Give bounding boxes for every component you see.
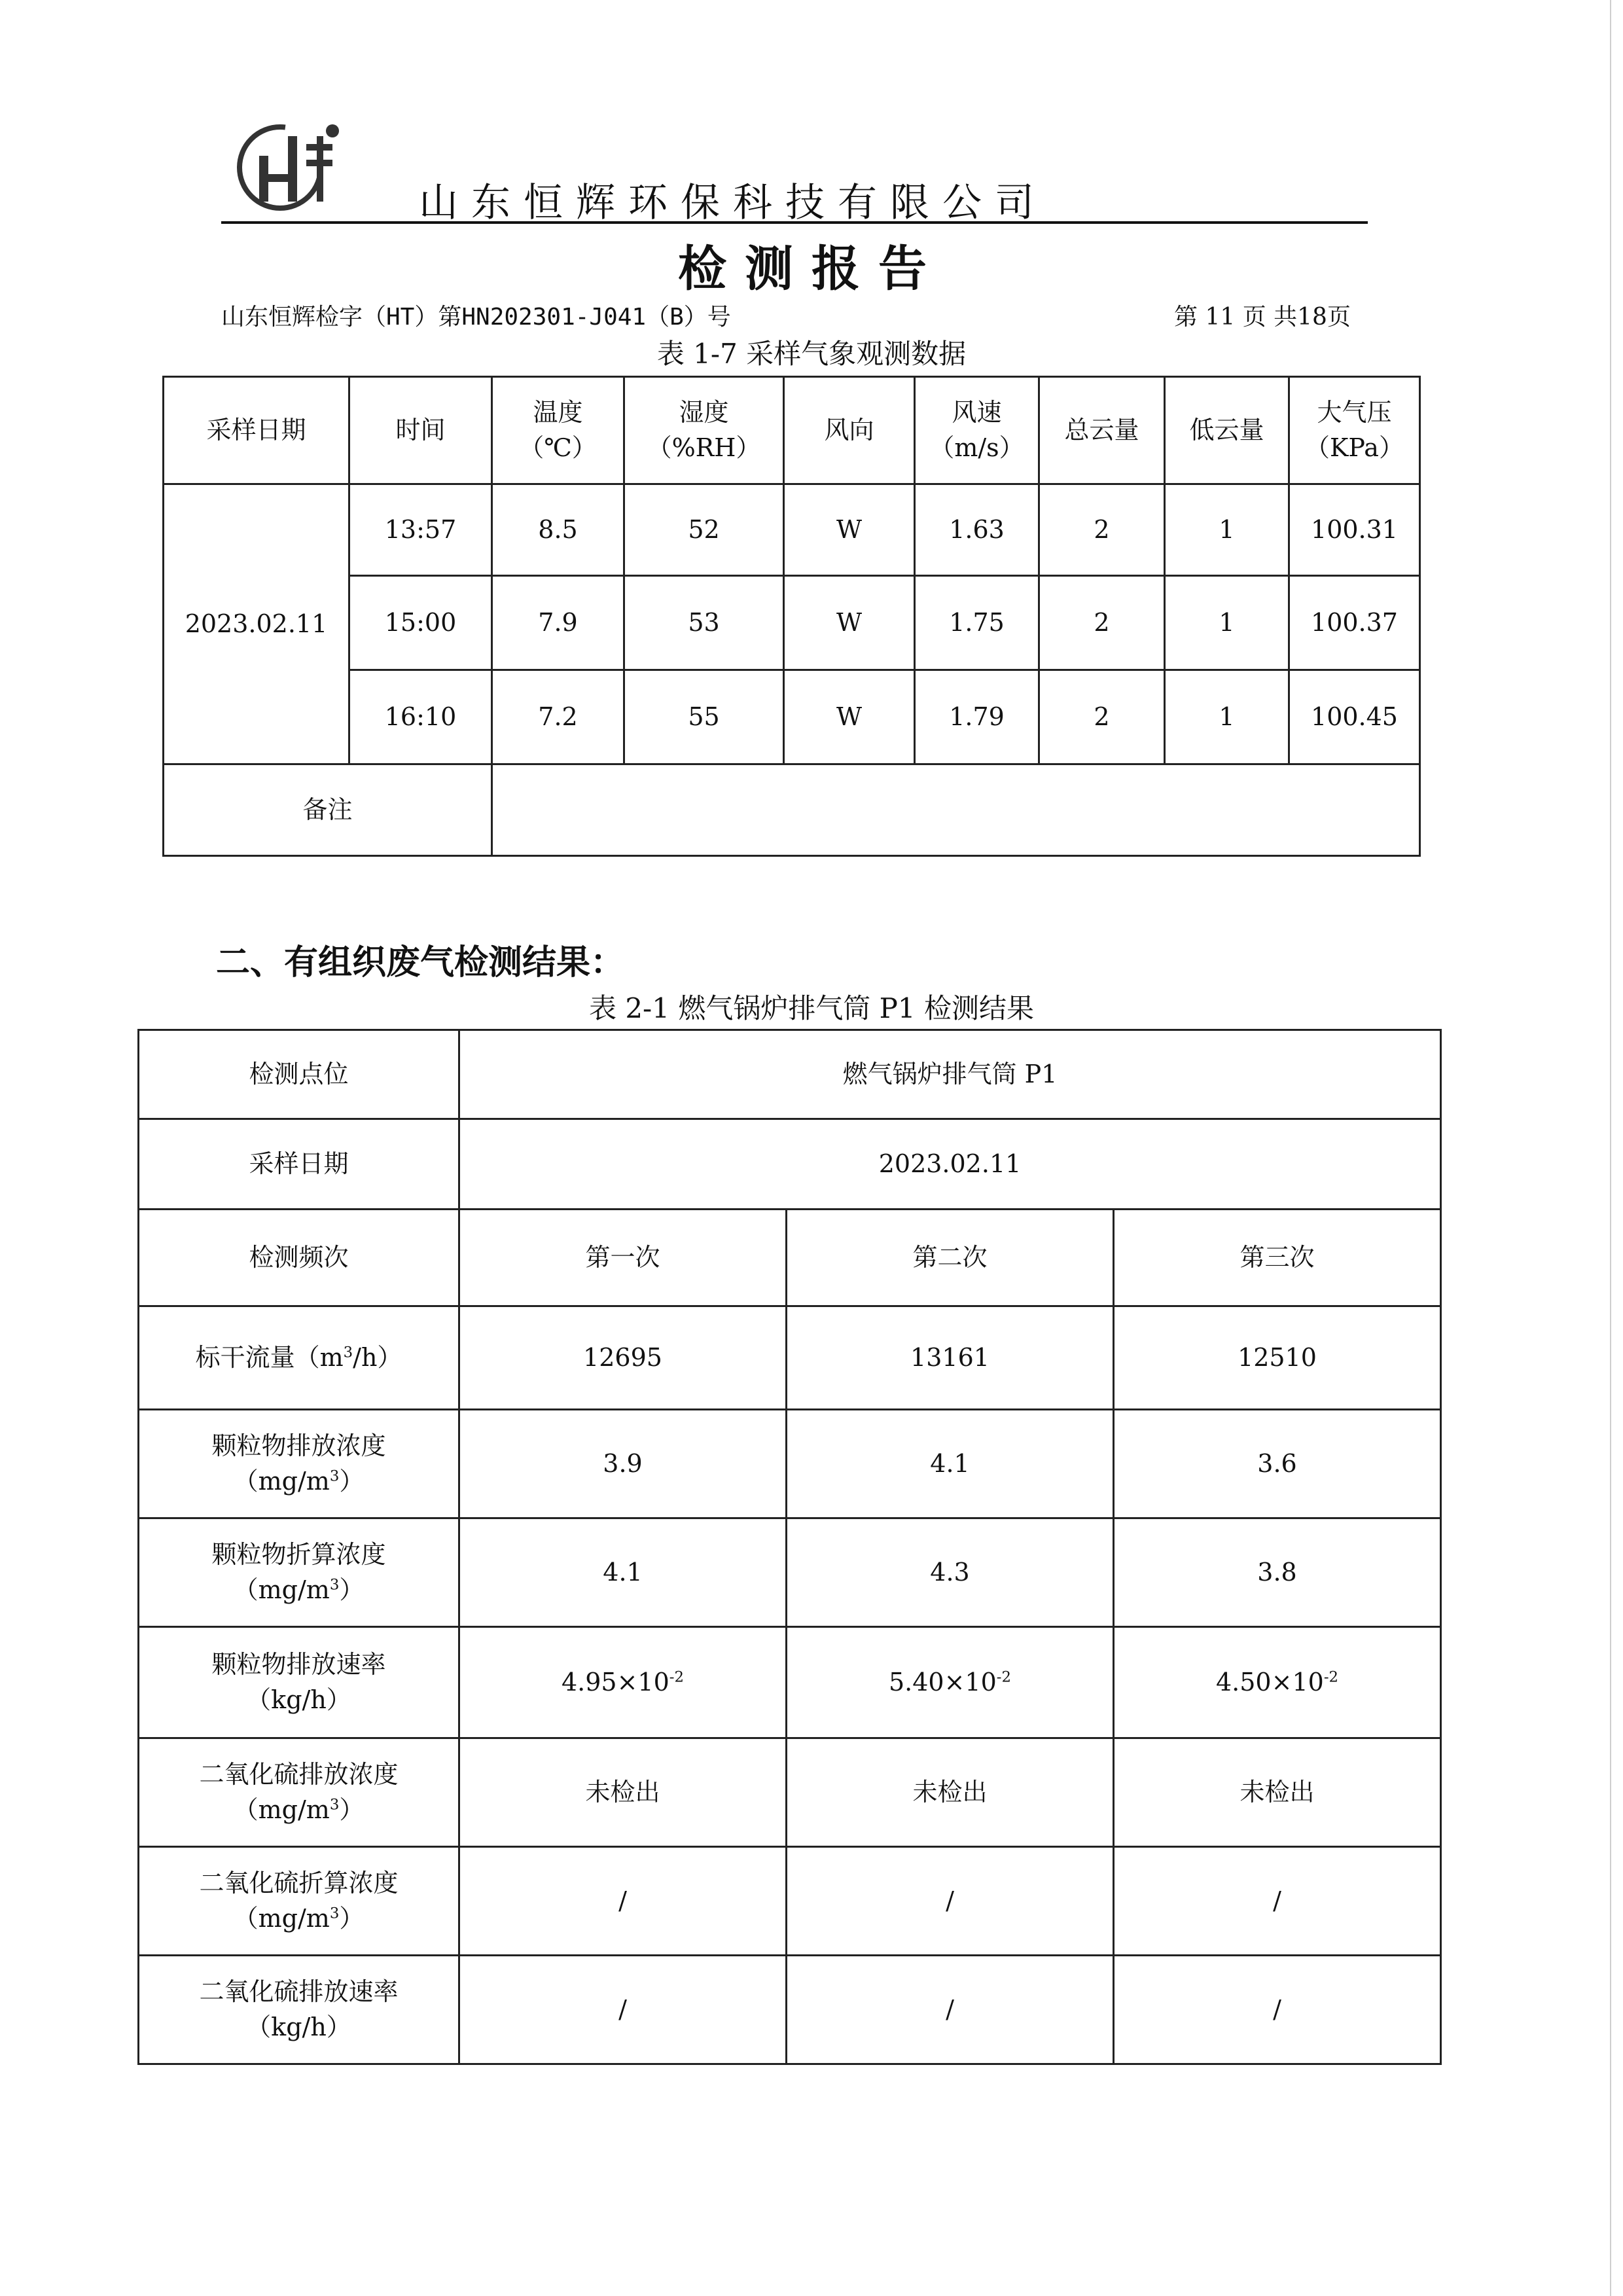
date-label: 采样日期 bbox=[139, 1119, 459, 1210]
cell: / bbox=[1114, 1847, 1441, 1956]
header-date: 采样日期 bbox=[164, 377, 349, 484]
page-number: 第 11 页 共18页 bbox=[1174, 304, 1351, 331]
cell: $4.95\times 10^{-2}$ bbox=[459, 1627, 787, 1738]
cell: $4.50\times 10^{-2}$ bbox=[1114, 1627, 1441, 1738]
cell: 100.31 bbox=[1289, 484, 1420, 576]
emission-table bbox=[137, 1029, 1442, 2065]
freq-3: 第三次 bbox=[1114, 1210, 1441, 1306]
cell: 未检出 bbox=[787, 1738, 1114, 1847]
company-name: 山东恒辉环保科技有限公司 bbox=[419, 180, 1047, 226]
cell: 3.8 bbox=[1114, 1518, 1441, 1627]
freq-label: 检测频次 bbox=[139, 1210, 459, 1306]
remark-label: 备注 bbox=[164, 764, 492, 856]
table-row bbox=[139, 1627, 1441, 1738]
row-label: 颗粒物排放浓度 $(mg/m^3)$ bbox=[139, 1410, 459, 1518]
table-row bbox=[139, 1518, 1441, 1627]
cell: 55 bbox=[624, 670, 784, 764]
cell: 7.9 bbox=[492, 576, 624, 670]
row-label: 二氧化硫排放浓度 $(mg/m^3)$ bbox=[139, 1738, 459, 1847]
cell: 13:57 bbox=[349, 484, 492, 576]
weather-table bbox=[162, 376, 1421, 857]
table1-caption: 表 1-7 采样气象观测数据 bbox=[656, 338, 967, 370]
table-row bbox=[139, 1956, 1441, 2064]
cell: 16:10 bbox=[349, 670, 492, 764]
cell: 100.37 bbox=[1289, 576, 1420, 670]
table-row bbox=[139, 1410, 1441, 1518]
cell: W bbox=[784, 670, 915, 764]
company-logo-icon bbox=[234, 117, 346, 215]
cell: 1.75 bbox=[915, 576, 1039, 670]
cell: 53 bbox=[624, 576, 784, 670]
table-row bbox=[139, 1030, 1441, 1119]
cell: 未检出 bbox=[1114, 1738, 1441, 1847]
table-row bbox=[139, 1210, 1441, 1306]
table-row bbox=[139, 1306, 1441, 1410]
cell: 1.63 bbox=[915, 484, 1039, 576]
cell: 12695 bbox=[459, 1306, 787, 1410]
cell: / bbox=[787, 1956, 1114, 2064]
cell: 1.79 bbox=[915, 670, 1039, 764]
freq-1: 第一次 bbox=[459, 1210, 787, 1306]
table-row bbox=[164, 670, 1420, 764]
cell: 52 bbox=[624, 484, 784, 576]
cell: 12510 bbox=[1114, 1306, 1441, 1410]
cell: / bbox=[459, 1847, 787, 1956]
cell: 2 bbox=[1039, 484, 1165, 576]
cell: / bbox=[787, 1847, 1114, 1956]
point-value: 燃气锅炉排气筒 P1 bbox=[459, 1030, 1441, 1119]
table-row bbox=[164, 576, 1420, 670]
table-row bbox=[139, 1847, 1441, 1956]
header-temp: 温度 （℃） bbox=[492, 377, 624, 484]
table-row bbox=[139, 1119, 1441, 1210]
cell: 15:00 bbox=[349, 576, 492, 670]
row-label: 颗粒物折算浓度 $(mg/m^3)$ bbox=[139, 1518, 459, 1627]
cell: 8.5 bbox=[492, 484, 624, 576]
cell: 1 bbox=[1165, 576, 1289, 670]
report-number: 山东恒辉检字（HT）第HN202301-J041（B）号 bbox=[221, 304, 731, 331]
cell: 1 bbox=[1165, 484, 1289, 576]
cell: $5.40\times 10^{-2}$ bbox=[787, 1627, 1114, 1738]
table-row bbox=[139, 1738, 1441, 1847]
cell: W bbox=[784, 576, 915, 670]
cell: 4.1 bbox=[787, 1410, 1114, 1518]
freq-2: 第二次 bbox=[787, 1210, 1114, 1306]
row-label: 二氧化硫折算浓度 $(mg/m^3)$ bbox=[139, 1847, 459, 1956]
cell: / bbox=[1114, 1956, 1441, 2064]
header-low-cloud: 低云量 bbox=[1165, 377, 1289, 484]
row-label: 二氧化硫排放速率 （kg/h） bbox=[139, 1956, 459, 2064]
cell: 4.1 bbox=[459, 1518, 787, 1627]
point-label: 检测点位 bbox=[139, 1030, 459, 1119]
header-time: 时间 bbox=[349, 377, 492, 484]
table1-header-row bbox=[164, 377, 1420, 484]
header-pressure: 大气压 （KPa） bbox=[1289, 377, 1420, 484]
cell: 4.3 bbox=[787, 1518, 1114, 1627]
date-value: 2023.02.11 bbox=[459, 1119, 1441, 1210]
header-rule bbox=[221, 221, 1368, 224]
table2-caption: 表 2-1 燃气锅炉排气筒 P1 检测结果 bbox=[588, 992, 1035, 1024]
report-title: 检测报告 bbox=[678, 241, 945, 297]
cell: / bbox=[459, 1956, 787, 2064]
table-row bbox=[164, 484, 1420, 576]
section-title: 二、有组织废气检测结果： bbox=[216, 943, 625, 982]
cell: 3.6 bbox=[1114, 1410, 1441, 1518]
cell: 2 bbox=[1039, 576, 1165, 670]
cell: 7.2 bbox=[492, 670, 624, 764]
remark-value bbox=[492, 764, 1420, 856]
cell: 13161 bbox=[787, 1306, 1114, 1410]
row-label: 标干流量$(m^3/h)$ bbox=[139, 1306, 459, 1410]
cell: 2 bbox=[1039, 670, 1165, 764]
header-wind-dir: 风向 bbox=[784, 377, 915, 484]
remark-row bbox=[164, 764, 1420, 856]
cell: 100.45 bbox=[1289, 670, 1420, 764]
cell: 未检出 bbox=[459, 1738, 787, 1847]
cell: 1 bbox=[1165, 670, 1289, 764]
header-humidity: 湿度 （%RH） bbox=[624, 377, 784, 484]
row-label: 颗粒物排放速率 （kg/h） bbox=[139, 1627, 459, 1738]
sample-date: 2023.02.11 bbox=[164, 484, 349, 764]
header-total-cloud: 总云量 bbox=[1039, 377, 1165, 484]
cell: 3.9 bbox=[459, 1410, 787, 1518]
cell: W bbox=[784, 484, 915, 576]
header-wind-speed: 风速 （m/s） bbox=[915, 377, 1039, 484]
